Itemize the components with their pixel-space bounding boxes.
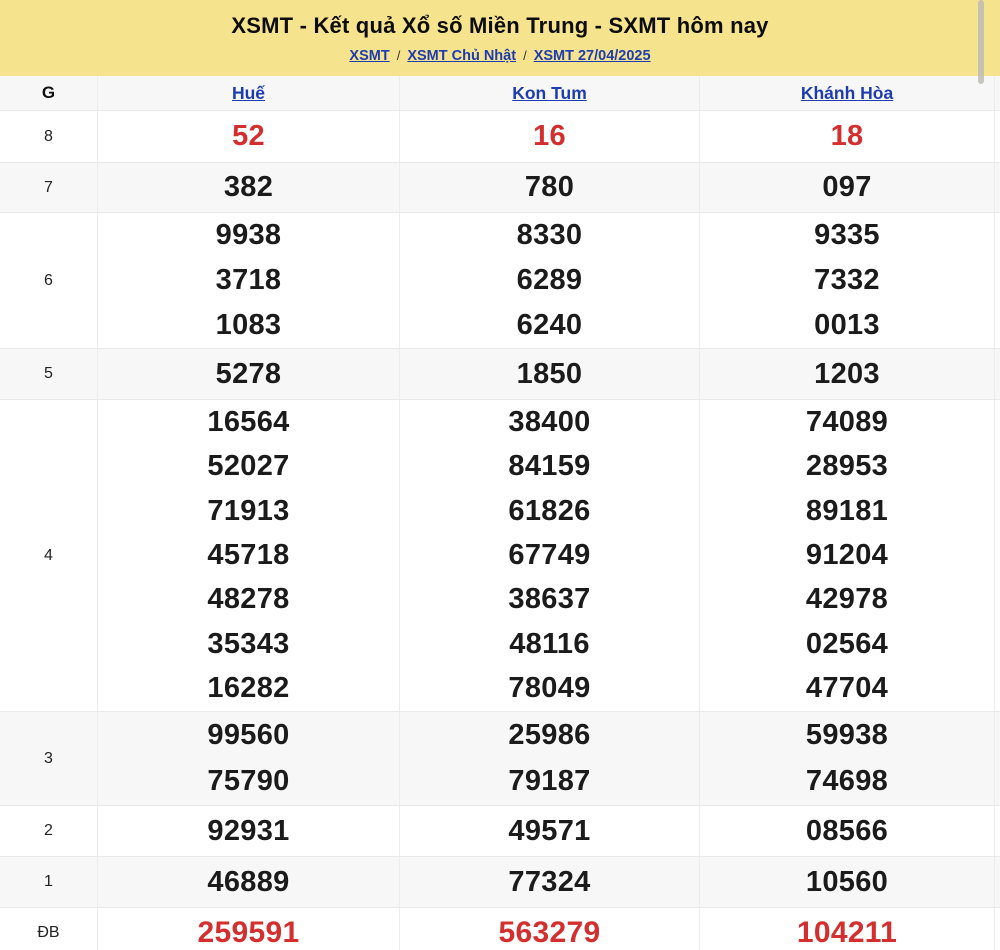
- table-right-sliver: [995, 857, 1000, 907]
- result-cell: [700, 857, 995, 907]
- result-number: 79187: [508, 765, 591, 798]
- result-number: 08566: [805, 814, 889, 847]
- result-number: 38400: [508, 405, 591, 438]
- province-link-kon-tum[interactable]: Kon Tum: [512, 82, 587, 103]
- result-number: 89181: [805, 494, 889, 527]
- result-cell: [700, 349, 995, 399]
- result-number: 780: [524, 171, 575, 203]
- prize-row-4: [0, 399, 1000, 711]
- result-cell: [98, 908, 400, 950]
- result-number: 1083: [215, 309, 282, 341]
- result-number: 7332: [814, 264, 880, 296]
- table-right-sliver: [995, 213, 1000, 348]
- province-link-khanh-hoa[interactable]: Khánh Hòa: [800, 82, 894, 103]
- result-number: 16282: [207, 672, 290, 705]
- table-right-sliver: [995, 349, 1000, 399]
- table-right-sliver: [995, 111, 1000, 162]
- column-header-kon-tum: [400, 76, 700, 110]
- result-number: 18: [830, 120, 864, 152]
- table-right-sliver: [995, 163, 1000, 212]
- result-number: 0013: [814, 309, 880, 341]
- result-number: 1850: [516, 357, 583, 390]
- result-number: 46889: [207, 865, 290, 898]
- result-number: 1203: [814, 357, 880, 390]
- result-number: 67749: [508, 538, 591, 571]
- table-right-sliver: [995, 712, 1000, 805]
- result-number: 16: [533, 120, 566, 152]
- result-number: 52027: [207, 450, 290, 483]
- result-number: 48116: [509, 627, 590, 660]
- province-link-hue[interactable]: Huế: [231, 82, 266, 103]
- result-number: 25986: [508, 718, 591, 751]
- result-cell: [700, 806, 995, 856]
- prize-row-6: [0, 212, 1000, 348]
- result-cell: [98, 806, 400, 856]
- results-table: [0, 76, 1000, 950]
- result-cell: [98, 712, 400, 805]
- result-number: 6240: [516, 309, 583, 341]
- result-cell: [700, 712, 995, 805]
- result-number: 382: [223, 171, 274, 203]
- result-number: 097: [822, 171, 872, 203]
- result-cell: [700, 213, 995, 348]
- result-number: 84159: [508, 450, 591, 483]
- result-cell: [98, 163, 400, 212]
- table-right-sliver: [995, 76, 1000, 110]
- prize-row-1: [0, 856, 1000, 907]
- result-cell: [700, 908, 995, 950]
- result-cell: [98, 349, 400, 399]
- result-cell: [400, 213, 700, 348]
- result-number: 8330: [516, 219, 583, 251]
- prize-row-2: [0, 805, 1000, 856]
- result-cell: [700, 111, 995, 162]
- result-number: 02564: [805, 627, 889, 660]
- prize-label: 2: [0, 806, 98, 856]
- result-number: 74698: [805, 765, 889, 798]
- breadcrumb-separator: /: [523, 48, 527, 63]
- prize-label: 5: [0, 349, 98, 399]
- result-cell: [400, 712, 700, 805]
- prize-row-ĐB: [0, 907, 1000, 950]
- breadcrumb-link-xsmt-chu-nhat[interactable]: XSMT Chủ Nhật: [407, 47, 517, 64]
- result-number: 59938: [805, 718, 889, 751]
- table-right-sliver: [995, 806, 1000, 856]
- prize-column-header: G: [0, 76, 98, 110]
- result-number: 9335: [814, 219, 880, 251]
- result-number: 28953: [805, 450, 889, 483]
- result-cell: [700, 163, 995, 212]
- result-number: 5278: [215, 357, 282, 390]
- result-number: 71913: [207, 494, 290, 527]
- result-number: 47704: [805, 672, 889, 705]
- result-number: 45718: [207, 538, 290, 571]
- result-number: 259591: [197, 915, 300, 949]
- result-number: 92931: [207, 814, 290, 847]
- result-number: 16564: [207, 405, 290, 438]
- result-number: 99560: [207, 718, 290, 751]
- result-cell: [700, 400, 995, 711]
- prize-label: 4: [0, 400, 98, 711]
- prize-label: 8: [0, 111, 98, 162]
- result-cell: [400, 400, 700, 711]
- table-header-row: [0, 76, 1000, 110]
- prize-row-8: [0, 110, 1000, 162]
- page-header: [0, 0, 1000, 76]
- prize-row-5: [0, 348, 1000, 399]
- result-number: 74089: [805, 405, 889, 438]
- result-cell: [98, 857, 400, 907]
- result-cell: [98, 400, 400, 711]
- breadcrumb-link-xsmt-date[interactable]: XSMT 27/04/2025: [533, 47, 651, 64]
- result-number: 3718: [215, 264, 282, 296]
- result-number: 38637: [508, 583, 591, 616]
- table-right-sliver: [995, 400, 1000, 711]
- breadcrumb-separator: /: [396, 48, 401, 63]
- page-title: XSMT - Kết quả Xổ số Miền Trung - SXMT hôm nay: [231, 12, 769, 38]
- prize-row-3: [0, 711, 1000, 805]
- result-cell: [400, 908, 700, 950]
- prize-label: ĐB: [0, 908, 98, 950]
- prize-label: 1: [0, 857, 98, 907]
- result-number: 61826: [508, 494, 591, 527]
- result-cell: [98, 111, 400, 162]
- result-number: 48278: [207, 583, 290, 616]
- result-number: 10560: [805, 865, 889, 898]
- result-cell: [400, 857, 700, 907]
- result-number: 104211: [796, 915, 898, 949]
- table-right-sliver: [995, 908, 1000, 950]
- result-cell: [400, 806, 700, 856]
- scrollbar-thumb[interactable]: [978, 0, 984, 84]
- result-number: 75790: [207, 765, 290, 798]
- result-number: 78049: [508, 672, 591, 705]
- result-number: 52: [232, 120, 265, 152]
- prize-row-7: [0, 162, 1000, 212]
- result-number: 49571: [508, 814, 591, 847]
- breadcrumb: [349, 48, 650, 64]
- prize-label: 7: [0, 163, 98, 212]
- result-cell: [98, 213, 400, 348]
- result-cell: [400, 163, 700, 212]
- prize-label: 3: [0, 712, 98, 805]
- result-number: 6289: [516, 264, 583, 296]
- column-header-khanh-hoa: [700, 76, 995, 110]
- result-cell: [400, 111, 700, 162]
- result-number: 91204: [805, 538, 889, 571]
- prize-label: 6: [0, 213, 98, 348]
- result-number: 42978: [805, 583, 889, 616]
- result-number: 35343: [207, 627, 290, 660]
- breadcrumb-link-xsmt[interactable]: XSMT: [349, 47, 390, 64]
- table-body: [0, 110, 1000, 950]
- result-number: 563279: [498, 915, 601, 949]
- result-cell: [400, 349, 700, 399]
- result-number: 77324: [508, 865, 591, 898]
- column-header-hue: [98, 76, 400, 110]
- result-number: 9938: [215, 219, 282, 251]
